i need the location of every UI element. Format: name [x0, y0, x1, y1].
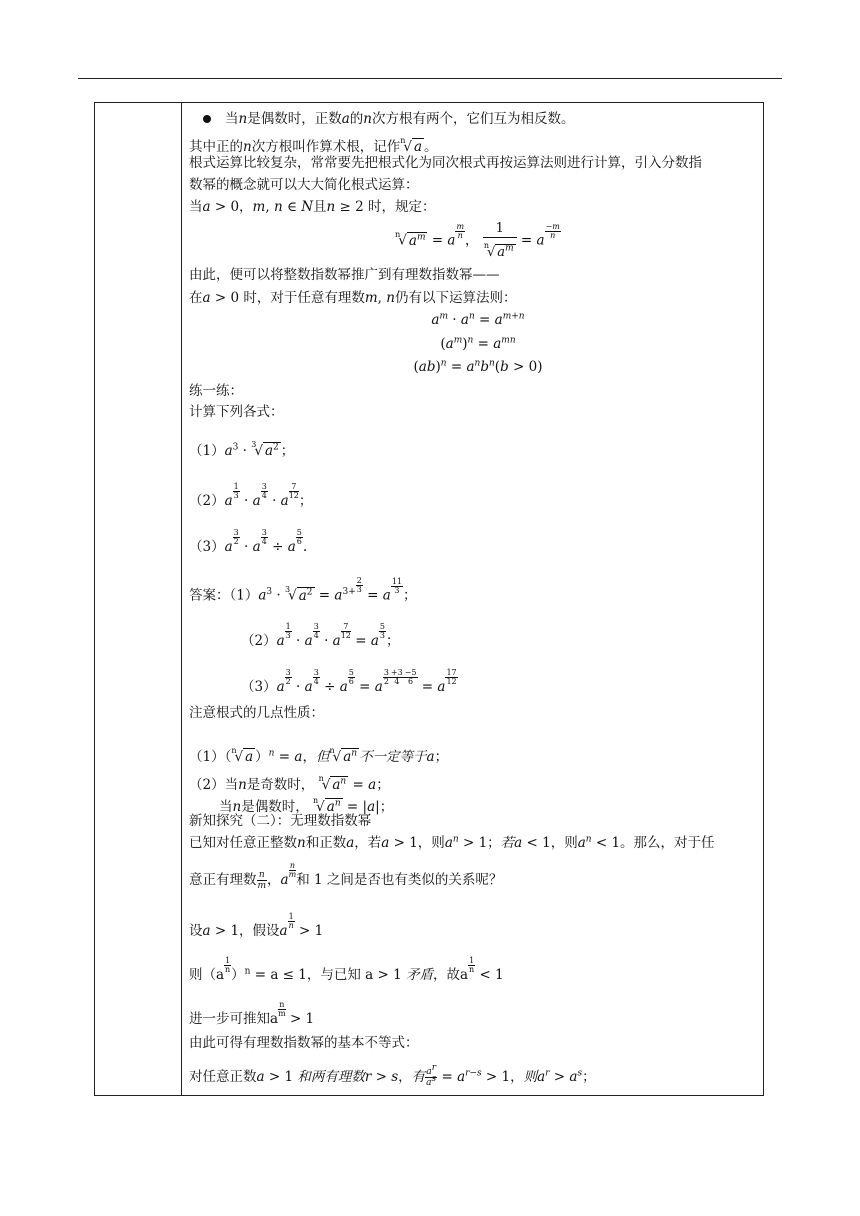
line-29: 进一步可推知a $\frac{n}{m}$ > 1	[189, 1000, 315, 1027]
exercise-3: （3）a $\frac{3}{2}$ · a $\frac{3}{4}$ ÷ a $\frac{5}{6}$ .	[189, 528, 308, 555]
line-4: 数幂的概念就可以大大简化根式运算：	[189, 177, 419, 193]
line-5: 当a > 0，m, n ∈ N且n ≥ 2 时，规定：	[189, 199, 436, 215]
column-divider	[181, 103, 182, 1095]
line-13: 计算下列各式：	[189, 404, 284, 420]
line-12: 练一练：	[189, 383, 243, 399]
line-30: 由此可得有理数指数幂的基本不等式：	[189, 1035, 419, 1051]
formula-definition: $^n$√ $a^m = a$ $\frac{m}{n}$ ， $\frac{1}{^n√ a^m}$ = a $\frac{-m}{n}$	[395, 221, 560, 260]
line-31: 对任意正数a > 1 和两有理数r > s，有 $\frac{a^r}{a^s}$ = $a^{r-s} > 1$，则$a^r > a^s$；	[189, 1063, 596, 1088]
exercise-1: $(1)a^3 \cdot ^3√$ $a^2$ ；	[189, 440, 295, 459]
rule-3: $(ab)^n = a^nb^n(b > 0)$	[413, 358, 543, 375]
rule-2: $(a^m)^n = a^{mn}$	[440, 335, 516, 352]
header-rule	[78, 78, 782, 79]
line-7: 由此，便可以将整数指数幂推广到有理数指数幂——	[189, 267, 500, 283]
property-2: （2）当n是奇数时， $^n$√ $a^n = a$；	[189, 774, 390, 793]
line-1: 当n是偶数时，正数a的n次方根有两个，它们互为相反数。	[189, 109, 574, 129]
answer-1: 答案：$(1)a^3 \cdot ^3√$ $a^2 = a^{3+ \frac{2}{3}}$ = a $\frac{11}{3}$ ；	[189, 576, 417, 604]
answer-3: （3）a $\frac{3}{2}$ · a $\frac{3}{4}$ ÷ a $\frac{5}{6}$ = a $\frac{3}{2}$ $\frac{+3}{4}$ $\frac{-5}{6}$ = a $\frac{17}{12}$	[241, 668, 457, 695]
exercise-2: （2）a $\frac{1}{3}$ · a $\frac{3}{4}$ · a $\frac{7}{12}$ ；	[189, 482, 313, 509]
property-3: 当n是偶数时， $^n$√ $a^n = |a|$；	[219, 796, 394, 815]
line-26: 意正有理数 $\frac{n}{m}$ ，a $\frac{n}{m}$ 和 1 之间是否也有类似的关系呢？	[189, 861, 503, 891]
line-3: 根式运算比较复杂，常常要先把根式化为同次根式再按运算法则进行计算，引入分数指	[189, 155, 702, 171]
rule-1: $a^m \cdot a^n = a^{m+n}$	[431, 311, 525, 328]
line-8: 在a > 0 时，对于任意有理数m, n仍有以下运算法则：	[189, 290, 517, 306]
section-title: 新知探究（二）：无理数指数幂	[189, 813, 372, 829]
line-28: 则（a $\frac{1}{n}$ ）$^n$ = a ≤ 1，与已知 a > 1 矛盾，故a $\frac{1}{n}$ < 1	[189, 956, 504, 983]
property-1: （1）（$^n$√ a ）$^n$ = a，但$^n$√ $a^n$ 不一定等于a；	[189, 746, 449, 765]
line-25: 已知对任意正整数n和正数a，若a > 1，则$a^n > 1$；若a < 1，则$a^n < 1$。那么，对于任	[189, 834, 715, 851]
bullet-icon	[203, 115, 211, 123]
line-2: 其中正的n次方根叫作算术根，记作$^n$√ a 。	[189, 136, 438, 155]
answer-2: （2）a $\frac{1}{3}$ · a $\frac{3}{4}$ · a $\frac{7}{12}$ = a $\frac{5}{3}$ ；	[241, 622, 400, 649]
line-20: 注意根式的几点性质：	[189, 705, 324, 721]
line-27: 设a > 1，假设a $\frac{1}{n}$ > 1	[189, 912, 324, 939]
content-table	[94, 102, 764, 1096]
